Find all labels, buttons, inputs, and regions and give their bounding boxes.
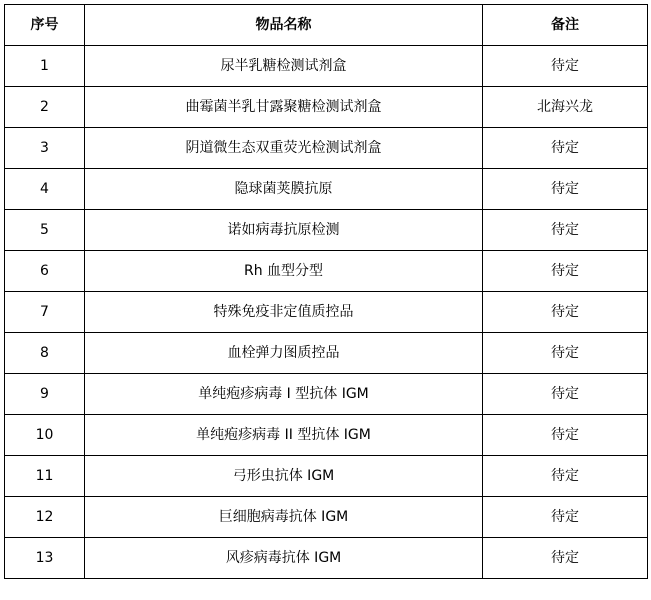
- cell-remarks: 待定: [483, 169, 648, 210]
- cell-item-name: 风疹病毒抗体 IGM: [85, 538, 483, 579]
- cell-item-name: 阴道微生态双重荧光检测试剂盒: [85, 128, 483, 169]
- cell-item-name: 隐球菌荚膜抗原: [85, 169, 483, 210]
- cell-serial-number: 4: [5, 169, 85, 210]
- table-row: [5, 415, 648, 456]
- cell-item-name: 弓形虫抗体 IGM: [85, 456, 483, 497]
- table-header-row: [5, 5, 648, 46]
- cell-serial-number: 12: [5, 497, 85, 538]
- cell-remarks: 待定: [483, 497, 648, 538]
- cell-serial-number: 6: [5, 251, 85, 292]
- cell-remarks: 待定: [483, 292, 648, 333]
- table-row: [5, 456, 648, 497]
- cell-item-name: 诺如病毒抗原检测: [85, 210, 483, 251]
- cell-serial-number: 13: [5, 538, 85, 579]
- cell-item-name: 特殊免疫非定值质控品: [85, 292, 483, 333]
- header-remarks: 备注: [483, 5, 648, 46]
- cell-serial-number: 11: [5, 456, 85, 497]
- cell-remarks: 待定: [483, 251, 648, 292]
- cell-serial-number: 2: [5, 87, 85, 128]
- cell-serial-number: 5: [5, 210, 85, 251]
- table-row: [5, 538, 648, 579]
- table-row: [5, 210, 648, 251]
- cell-serial-number: 9: [5, 374, 85, 415]
- cell-serial-number: 10: [5, 415, 85, 456]
- table-row: [5, 374, 648, 415]
- cell-remarks: 待定: [483, 210, 648, 251]
- table-row: [5, 169, 648, 210]
- cell-serial-number: 8: [5, 333, 85, 374]
- table-row: [5, 46, 648, 87]
- cell-item-name: Rh 血型分型: [85, 251, 483, 292]
- cell-remarks: 待定: [483, 415, 648, 456]
- cell-remarks: 待定: [483, 46, 648, 87]
- table-row: [5, 87, 648, 128]
- cell-serial-number: 1: [5, 46, 85, 87]
- cell-serial-number: 3: [5, 128, 85, 169]
- cell-item-name: 血栓弹力图质控品: [85, 333, 483, 374]
- header-item-name: 物品名称: [85, 5, 483, 46]
- items-table: [4, 4, 648, 579]
- table-row: [5, 497, 648, 538]
- table-row: [5, 251, 648, 292]
- cell-remarks: 待定: [483, 374, 648, 415]
- cell-item-name: 单纯疱疹病毒 II 型抗体 IGM: [85, 415, 483, 456]
- cell-remarks: 待定: [483, 456, 648, 497]
- items-table-container: [4, 4, 648, 579]
- table-row: [5, 292, 648, 333]
- cell-remarks: 待定: [483, 128, 648, 169]
- table-row: [5, 333, 648, 374]
- cell-remarks: 待定: [483, 333, 648, 374]
- cell-item-name: 巨细胞病毒抗体 IGM: [85, 497, 483, 538]
- table-row: [5, 128, 648, 169]
- cell-remarks: 待定: [483, 538, 648, 579]
- cell-item-name: 尿半乳糖检测试剂盒: [85, 46, 483, 87]
- cell-remarks: 北海兴龙: [483, 87, 648, 128]
- header-serial-number: 序号: [5, 5, 85, 46]
- cell-serial-number: 7: [5, 292, 85, 333]
- cell-item-name: 单纯疱疹病毒 I 型抗体 IGM: [85, 374, 483, 415]
- cell-item-name: 曲霉菌半乳甘露聚糖检测试剂盒: [85, 87, 483, 128]
